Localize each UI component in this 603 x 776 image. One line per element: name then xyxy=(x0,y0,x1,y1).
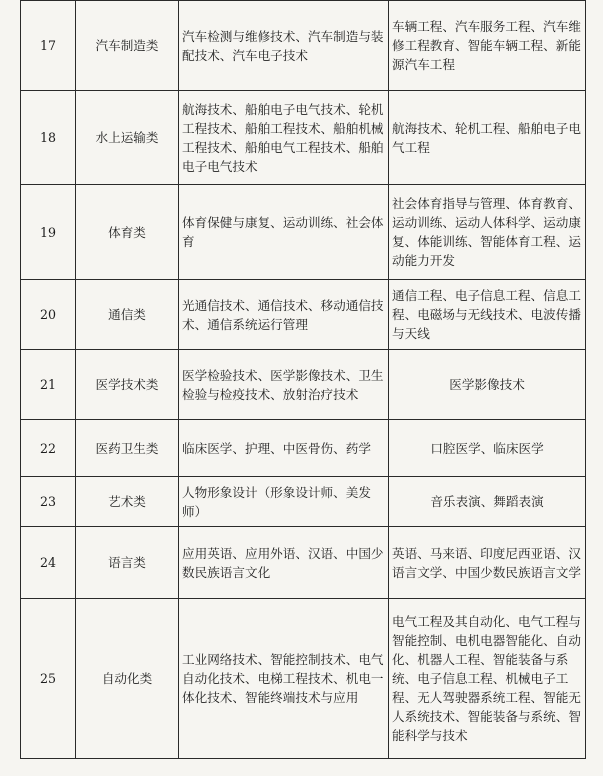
undergrad-majors-cell: 车辆工程、汽车服务工程、汽车维修工程教育、智能车辆工程、新能源汽车工程 xyxy=(389,1,586,91)
row-number: 18 xyxy=(21,91,76,185)
category-cell: 艺术类 xyxy=(76,477,179,527)
vocational-majors-cell: 工业网络技术、智能控制技术、电气自动化技术、电梯工程技术、机电一体化技术、智能终端技术与应用 xyxy=(179,599,389,759)
category-cell: 语言类 xyxy=(76,527,179,599)
vocational-majors-cell: 医学检验技术、医学影像技术、卫生检验与检疫技术、放射治疗技术 xyxy=(179,350,389,420)
category-cell: 体育类 xyxy=(76,185,179,280)
vocational-majors-cell: 临床医学、护理、中医骨伤、药学 xyxy=(179,420,389,477)
category-cell: 医学技术类 xyxy=(76,350,179,420)
vocational-majors-cell: 应用英语、应用外语、汉语、中国少数民族语言文化 xyxy=(179,527,389,599)
undergrad-majors-cell: 社会体育指导与管理、体育教育、运动训练、运动人体科学、运动康复、体能训练、智能体育工程、运动能力开发 xyxy=(389,185,586,280)
vocational-majors-cell: 汽车检测与维修技术、汽车制造与装配技术、汽车电子技术 xyxy=(179,1,389,91)
major-mapping-table xyxy=(20,0,586,759)
row-number: 19 xyxy=(21,185,76,280)
vocational-majors-cell: 航海技术、船舶电子电气技术、轮机工程技术、船舶工程技术、船舶机械工程技术、船舶电气工程技术、船舶电子电气技术 xyxy=(179,91,389,185)
table-row xyxy=(21,527,586,599)
row-number: 17 xyxy=(21,1,76,91)
row-number: 24 xyxy=(21,527,76,599)
undergrad-majors-cell: 音乐表演、舞蹈表演 xyxy=(389,477,586,527)
category-cell: 水上运输类 xyxy=(76,91,179,185)
undergrad-majors-cell: 电气工程及其自动化、电气工程与智能控制、电机电器智能化、自动化、机器人工程、智能装备与系统、电子信息工程、机械电子工程、无人驾驶器系统工程、智能无人系统技术、智能装备与系统、智能科学与技术 xyxy=(389,599,586,759)
row-number: 21 xyxy=(21,350,76,420)
table-row xyxy=(21,420,586,477)
table-row xyxy=(21,280,586,350)
table-row xyxy=(21,599,586,759)
table-row xyxy=(21,91,586,185)
table-row xyxy=(21,185,586,280)
undergrad-majors-cell: 口腔医学、临床医学 xyxy=(389,420,586,477)
category-cell: 医药卫生类 xyxy=(76,420,179,477)
row-number: 25 xyxy=(21,599,76,759)
table-row xyxy=(21,1,586,91)
vocational-majors-cell: 光通信技术、通信技术、移动通信技术、通信系统运行管理 xyxy=(179,280,389,350)
vocational-majors-cell: 人物形象设计（形象设计师、美发师） xyxy=(179,477,389,527)
table-row xyxy=(21,477,586,527)
row-number: 20 xyxy=(21,280,76,350)
row-number: 23 xyxy=(21,477,76,527)
category-cell: 通信类 xyxy=(76,280,179,350)
undergrad-majors-cell: 医学影像技术 xyxy=(389,350,586,420)
undergrad-majors-cell: 英语、马来语、印度尼西亚语、汉语言文学、中国少数民族语言文学 xyxy=(389,527,586,599)
undergrad-majors-cell: 航海技术、轮机工程、船舶电子电气工程 xyxy=(389,91,586,185)
table-row xyxy=(21,350,586,420)
undergrad-majors-cell: 通信工程、电子信息工程、信息工程、电磁场与无线技术、电波传播与天线 xyxy=(389,280,586,350)
row-number: 22 xyxy=(21,420,76,477)
vocational-majors-cell: 体育保健与康复、运动训练、社会体育 xyxy=(179,185,389,280)
category-cell: 汽车制造类 xyxy=(76,1,179,91)
category-cell: 自动化类 xyxy=(76,599,179,759)
